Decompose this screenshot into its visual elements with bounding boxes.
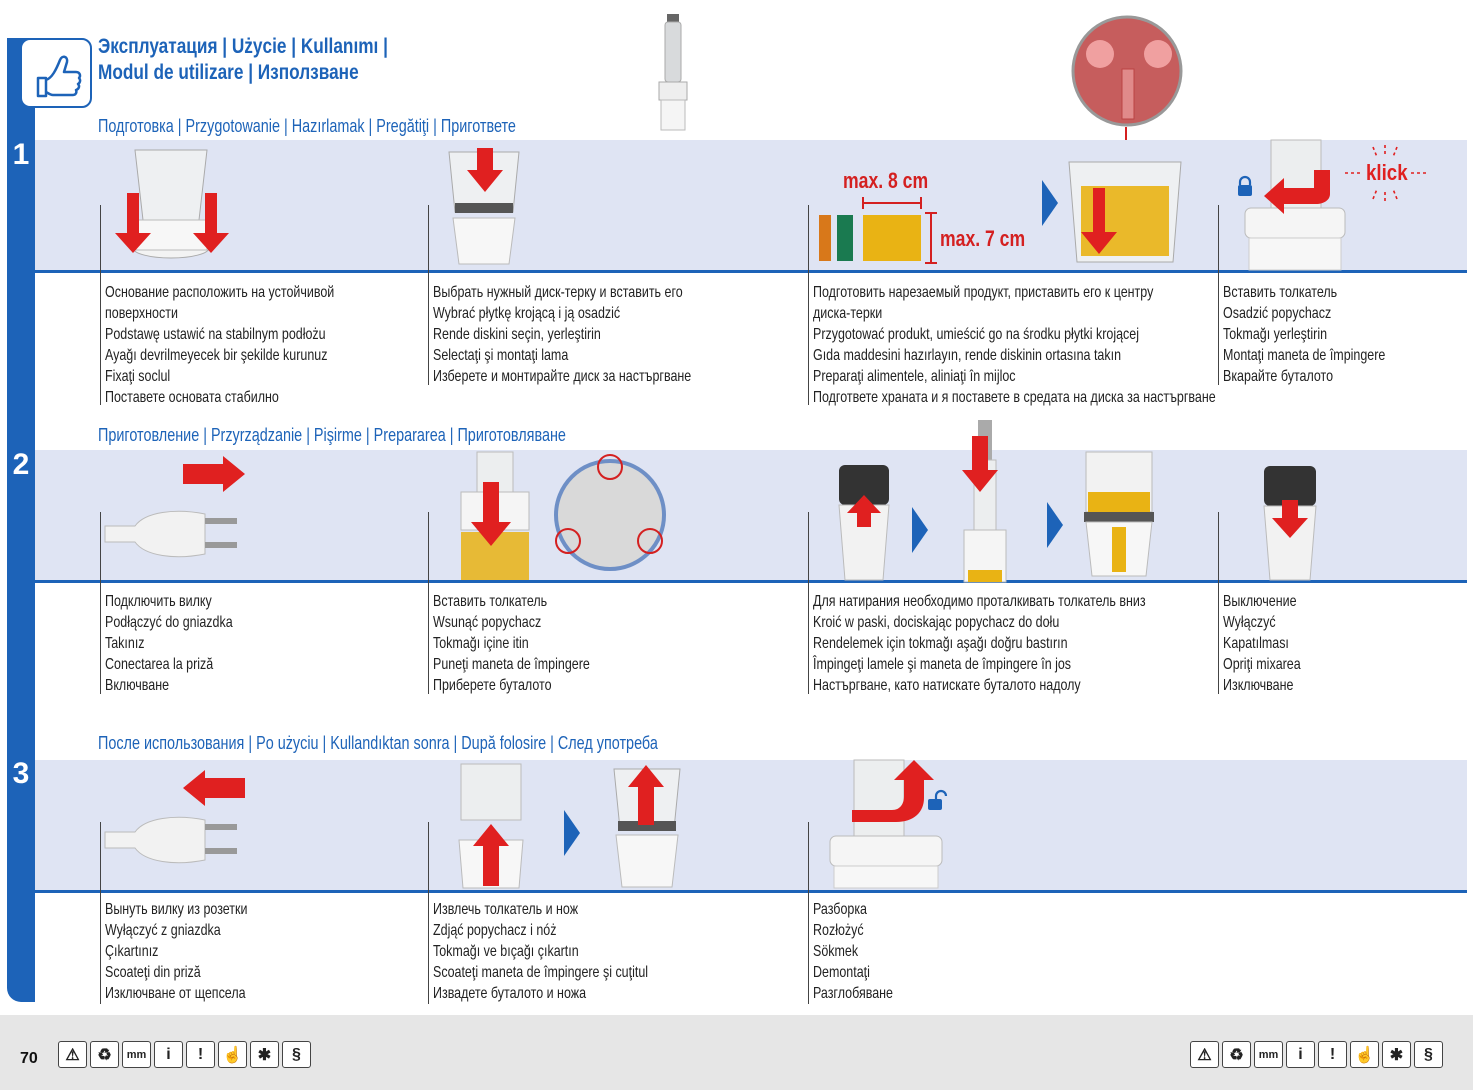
plug-in-illustration [105,458,245,578]
hand-icon: ☝ [218,1041,247,1068]
next-step-arrow-icon [1040,178,1060,228]
step-text-1-2: Выбрать нужный диск-терку и вставить его Wybrać płytkę krojącą i ją osadzić Rende diskini seçin, yerleştirin Selectaţi şi montaţi lama Изберете и монтирайте диск за настъргване [433,284,692,385]
warning-icon: ⚠ [58,1041,87,1068]
hand-icon: ☝ [1350,1041,1379,1068]
step-text-2-2: Вставить толкатель Wsunąć popychacz Tokmağı içine itin Puneţi maneta de împingere Приберете буталото [433,593,590,694]
disassemble-illustration [826,760,946,888]
insert-pusher-2-illustration [455,452,535,580]
col-line [808,205,809,405]
page-number: 70 [20,1050,38,1067]
step-text-3-1: Вынуть вилку из розетки Wyłączyć z gniazdka Çıkartınız Scoateţi din priză Изключване от щепсела [105,901,248,1002]
section-3-band [35,760,1467,893]
info-icon: i [154,1041,183,1068]
step-text-1-3: Подготовить нарезаемый продукт, приставить его к центру диска-терки Przygotować produkt, umieścić go na środku płytki krojącej Gıda maddesini hazırlayın, rende diskinin ortasına takın Preparaţi alimentele, aliniaţi în mijloc Подгответе храната и я поставете в средата на диска за настъргване [813,284,1216,406]
info-icon: i [1286,1041,1315,1068]
base-on-surface-illustration [105,148,235,268]
step-text-2-1: Подключить вилку Podłączyć do gniazdka Takınız Conectarea la priză Включване [105,593,233,694]
exclamation-icon: ! [186,1041,215,1068]
section-3-heading: После использования | Po użyciu | Kullandıktan sonra | După folosire | След употреба [98,733,658,753]
footer-icons-left [58,1041,311,1068]
section-1-heading: Подготовка | Przygotowanie | Hazırlamak | Pregătiţi | Пригответе [98,116,516,136]
col-line [428,822,429,1004]
col-line [100,205,101,405]
klick-burst-icon [1345,145,1427,201]
step-text-2-3: Для натирания необходимо проталкивать толкатель вниз Kroić w paski, dociskając popychacz do dołu Rendelemek için tokmağı aşağı doğru bastırın Împingeţi lamele şi maneta de împingere în jos Настъргване, като натискате буталото надолу [813,593,1146,694]
col-line [100,822,101,1004]
blender-press-illustration [958,420,1008,582]
col-line [808,512,809,694]
section-3-number: 3 [12,757,30,790]
next-step-arrow-icon [910,505,930,555]
lock-closed-icon [1236,176,1254,198]
step-text-3-2: Извлечь толкатель и нож Zdjąć popychacz i nóż Tokmağı ve bıçağı çıkartın Scoateţi maneta de împingere şi cuţitul Извадете буталото и ножа [433,901,649,1002]
thumbs-up-icon-box [20,38,92,108]
unplug-illustration [105,768,245,878]
asterisk-icon: ✱ [1382,1041,1411,1068]
col-line [1218,512,1219,694]
exclamation-icon: ! [1318,1041,1347,1068]
food-in-chopper-illustration [1065,158,1185,270]
recycle-icon: ♻ [90,1041,119,1068]
sidebar-bar [7,38,35,1002]
section-2-band [35,450,1467,583]
zoom-detail-illustration [1070,14,1184,128]
thumbs-up-icon [22,40,90,106]
page-title-line1: Эксплуатация | Użycie | Kullanımı | [98,35,388,58]
ruler-mm-icon: mm [122,1041,151,1068]
bowl-top-view-illustration [552,455,668,571]
food-size-illustration [815,195,945,265]
col-line [428,205,429,385]
switch-off-illustration [1262,466,1318,580]
section-1-number: 1 [12,138,30,171]
klick-label: klick [1366,160,1408,185]
step-text-1-4: Вставить толкатель Osadzić popychacz Tokmağı yerleştirin Montaţi maneta de împingere Вкарайте буталото [1223,284,1386,385]
blender-device-illustration [655,14,691,132]
remove-pusher-illustration [455,760,527,888]
col-line [1218,205,1219,385]
next-step-arrow-icon [1045,500,1065,550]
asterisk-icon: ✱ [250,1041,279,1068]
insert-disc-illustration [445,148,525,268]
ruler-mm-icon: mm [1254,1041,1283,1068]
step-text-3-3: Разборка Rozłożyć Sökmek Demontaţi Разглобяване [813,901,893,1002]
insert-pusher-illustration [1235,140,1357,270]
grated-result-illustration [1078,452,1160,576]
max-width-label: max. 8 cm [843,168,929,193]
step-text-2-4: Выключение Wyłączyć Kapatılması Opriţi mixarea Изключване [1223,593,1301,694]
step-text-1-1: Основание расположить на устойчивой поверхности Podstawę ustawić na stabilnym podłożu Ayağı devrilmeyecek bir şekilde kurunuz Fixaţi soclul Поставете основата стабилно [105,284,335,406]
paragraph-icon: § [1414,1041,1443,1068]
lock-open-icon [926,790,946,812]
press-down-illustration [835,465,893,580]
page-title-line2: Modul de utilizare | Използване [98,61,359,84]
recycle-icon: ♻ [1222,1041,1251,1068]
warning-icon: ⚠ [1190,1041,1219,1068]
next-step-arrow-icon [562,808,582,858]
footer-icons-right [1190,1041,1443,1068]
col-line [808,822,809,1004]
section-2-number: 2 [12,448,30,481]
remove-blade-illustration [610,765,684,887]
paragraph-icon: § [282,1041,311,1068]
col-line [100,512,101,694]
col-line [428,512,429,694]
section-2-heading: Приготовление | Przyrządzanie | Pişirme | Prepararea | Приготовляване [98,425,566,445]
max-height-label: max. 7 cm [940,226,1026,251]
